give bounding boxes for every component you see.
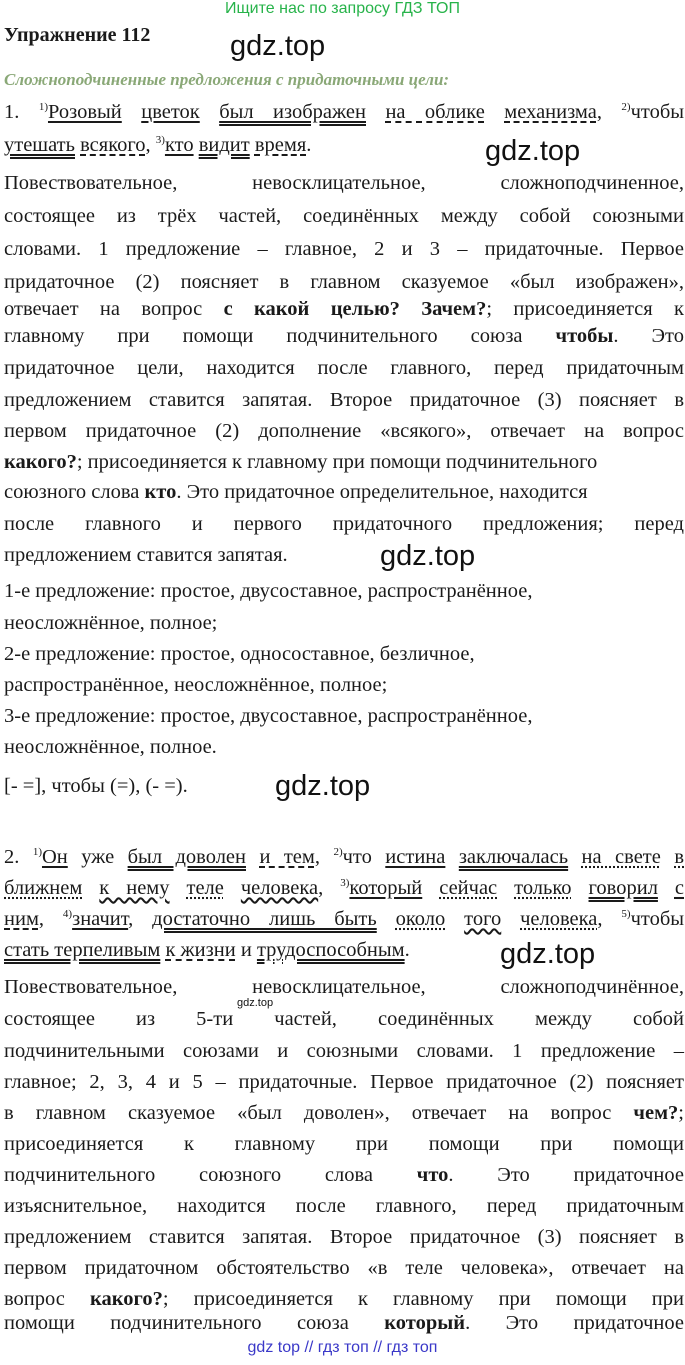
ex1-analysis-line: предложением ставится запятая. [4,544,288,566]
ex2-word: который [349,877,423,899]
ex1-word: всякого [80,134,146,156]
ex1-characteristic: 3-е предложение: простое, двусоставное, распространённое, [4,705,533,727]
ex2-word: к нему [99,877,170,899]
ex2-text: вопрос [4,1288,90,1310]
ex1-sup-3: 3) [155,134,165,146]
footer-watermark: gdz top // гдз топ // гдз топ [247,1339,438,1356]
ex1-analysis-line: придаточное цели, находится после главного, перед придаточным [4,357,684,379]
ex1-word: , [145,134,151,156]
ex2-word: . [404,939,410,961]
ex1-conjunction: чтобы [555,325,614,347]
ex1-word: механизма [504,101,597,123]
ex1-analysis-line [4,451,684,474]
ex2-text: подчинительного союзного слова [4,1164,417,1186]
ex1-sup-2: 2) [621,101,631,113]
watermark: gdz.top [485,135,581,167]
ex2-word: теле [186,877,224,899]
ex2-analysis-line [4,1102,684,1125]
watermark: gdz.top [230,30,326,62]
ex1-sentence-line-2 [4,134,684,157]
ex1-word: время [254,134,307,156]
ex1-word: . [306,134,312,156]
ex2-sup-5: 5) [621,908,631,920]
ex2-analysis-line: главное; 2, 3, 4 и 5 – придаточные. Первое придаточное (2) поясняет [4,1071,684,1093]
ex2-word: что [342,846,372,868]
ex2-analysis-line: изъяснительное, находится после главного, перед придаточным [4,1195,684,1217]
ex2-conjunction: что [416,1164,449,1186]
ex1-word: был изображен [219,101,366,123]
ex2-number: 2. [4,846,20,868]
ex2-word: человека [520,908,598,930]
watermark: gdz.top [237,997,274,1009]
ex2-word: с [674,877,684,899]
ex2-word: Он [41,846,68,868]
ex2-text: . Это придаточное [465,1312,684,1334]
ex2-analysis-line: подчинительными союзами и союзными словами. 1 предложение – [4,1040,684,1062]
ex2-text: помощи подчинительного союза [4,1312,385,1334]
ex1-text: . Это придаточное определительное, находится [176,481,588,503]
ex2-analysis-line: предложением ставится запятая. Второе придаточное (3) поясняет в [4,1226,684,1248]
ex2-sentence-line-3 [4,908,684,931]
ex2-word: и [240,939,252,961]
ex1-question: какого? [4,451,77,473]
ex2-word: около [395,908,446,930]
ex1-characteristic: неосложнённое, полное. [4,736,217,758]
ex1-word: кто [164,134,194,156]
ex1-sentence-line-1 [4,101,684,124]
ex1-analysis-line: состоящее из трёх частей, соединённых между собой союзными [4,205,684,227]
ex2-word: того [464,908,502,930]
ex2-word: на свете [581,846,661,868]
ex1-characteristic: 2-е предложение: простое, односоставное, безличное, [4,643,475,665]
ex2-word: достаточно лишь быть [152,908,377,930]
ex1-characteristic: неосложнённое, полное; [4,612,218,634]
ex2-analysis-line: первом придаточном обстоятельство «в теле человека», отвечает на [4,1257,684,1279]
ex2-sentence-line-2 [4,877,684,900]
ex1-conjunction: кто [144,481,177,503]
ex2-sup-3: 3) [340,877,350,889]
ex1-analysis-line: после главного и первого придаточного предложения; перед [4,513,684,535]
exercise-title: Упражнение 112 [4,24,151,46]
watermark: gdz.top [380,540,476,572]
ex1-word: цветок [141,101,200,123]
ex2-analysis-line: Повествовательное, невосклицательное, сложноподчинённое, [4,976,684,998]
ex1-analysis-line: первом придаточное (2) дополнение «всякого», отвечает на вопрос [4,420,684,442]
ex2-analysis-line [4,1164,684,1187]
ex2-word: ним [4,908,39,930]
ex2-word: в [674,846,684,868]
ex1-analysis-line: Повествовательное, невосклицательное, сложноподчиненное, [4,172,684,194]
ex2-word: уже [81,846,115,868]
ex2-word: , [597,908,603,930]
ex2-word: чтобы [630,908,685,930]
ex1-text: ; присоединяется к [486,298,684,320]
ex2-word: истина [385,846,446,868]
ex1-analysis-line: придаточное (2) поясняет в главном сказуемое «был изображен», [4,271,684,293]
ex2-analysis-line: состоящее из 5-ти частей, соединённых между собой [4,1008,684,1030]
ex2-text: ; [678,1102,684,1124]
ex2-word: человека [240,877,319,899]
ex1-text: ; присоединяется к главному при помощи подчинительного [76,451,598,473]
ex2-sup-4: 4) [62,908,73,920]
top-banner: Ищите нас по запросу ГДЗ ТОП [225,0,460,17]
ex1-word: , [596,101,602,123]
ex2-word: стать терпеливым [4,939,161,961]
ex1-text: отвечает на вопрос [4,298,224,320]
ex2-analysis-line: присоединяется к главному при помощи при помощи [4,1133,684,1155]
ex1-scheme: [- =], чтобы (=), (- =). [4,775,188,797]
ex2-word: , [314,846,320,868]
ex1-analysis-line [4,298,684,321]
ex1-analysis-line: словами. 1 предложение – главное, 2 и 3 – придаточные. Первое [4,238,684,260]
ex2-conjunction: который [384,1312,466,1334]
ex1-word: чтобы [630,101,685,123]
ex1-number: 1. [4,101,20,123]
ex1-analysis-line [4,481,684,504]
ex1-word: Розовый [47,101,122,123]
ex2-text: . Это придаточное [448,1164,684,1186]
ex1-word: утешать [4,134,75,156]
ex1-characteristic: 1-е предложение: простое, двусоставное, распространённое, [4,580,533,602]
ex2-analysis-line [4,1312,684,1335]
ex2-word: заключалась [458,846,569,868]
ex2-word: , [318,877,324,899]
ex2-word: был доволен [127,846,246,868]
ex2-sentence-line-1 [4,846,684,869]
ex1-analysis-line [4,325,684,348]
watermark: gdz.top [275,770,371,802]
ex1-analysis-line: предложением ставится запятая. Второе придаточное (3) поясняет в [4,389,684,411]
ex2-sup-2: 2) [333,846,343,858]
ex2-word: говорил [588,877,658,899]
ex2-word: ближнем [4,877,83,899]
ex2-word: и тем [259,846,315,868]
ex1-characteristic: распространённое, неосложнённое, полное; [4,674,388,696]
ex2-sup-1: 1) [32,846,42,858]
watermark: gdz.top [500,938,596,970]
section-subtitle: Сложноподчиненные предложения с придаточными цели: [4,70,450,89]
ex2-word: только [514,877,572,899]
ex1-word: видит [198,134,250,156]
ex1-text: . Это [613,325,684,347]
ex2-analysis-line [4,1288,684,1311]
ex2-word: к жизни [165,939,236,961]
ex2-word: трудоспособным [256,939,405,961]
ex1-question: с какой целью? Зачем? [223,298,487,320]
ex2-question: какого? [89,1288,163,1310]
ex2-word: значит [72,908,129,930]
ex1-word: на облике [385,101,485,123]
ex2-word: , [38,908,45,930]
ex2-word: , [128,908,134,930]
ex2-text: в главном сказуемое «был доволен», отвечает на вопрос [4,1102,634,1124]
ex1-text: главному при помощи подчинительного союза [4,325,556,347]
ex1-sup-1: 1) [38,101,48,113]
ex1-text: союзного слова [4,481,145,503]
ex2-word: сейчас [439,877,498,899]
ex2-question: чем? [633,1102,679,1124]
ex2-text: ; присоединяется к главному при помощи при [162,1288,684,1310]
